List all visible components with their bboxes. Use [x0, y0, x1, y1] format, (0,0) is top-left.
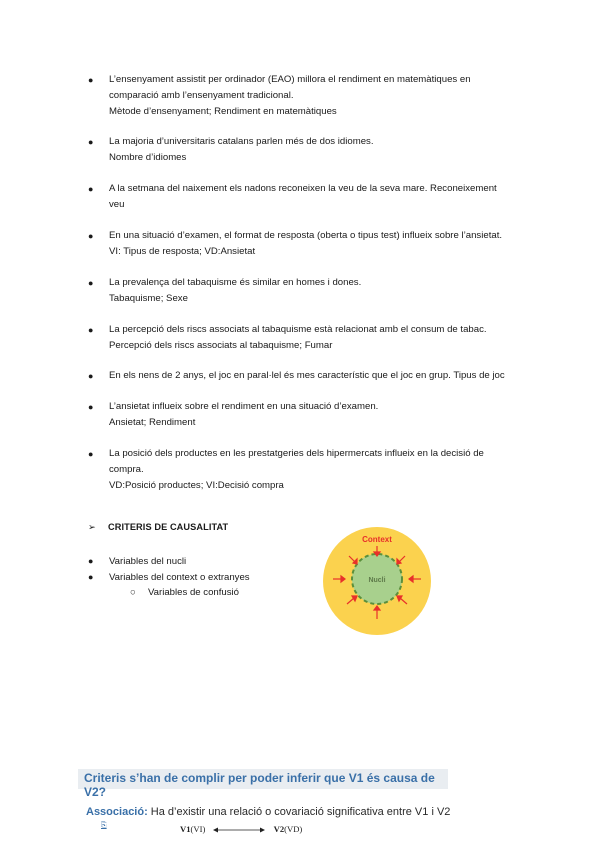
list-item: [88, 399, 528, 431]
bullet-icon: ●: [88, 449, 94, 459]
list-item: [88, 275, 528, 307]
bullet-icon: ●: [88, 137, 94, 147]
sub-list-item: [130, 585, 239, 601]
bullet-icon: ●: [88, 556, 94, 566]
list-item: [88, 446, 528, 494]
item-text: Variables del context o extranyes: [109, 572, 250, 583]
context-nucli-diagram: [313, 526, 441, 636]
item-text: Variables de confusió: [148, 587, 240, 598]
item-variables: VI: Tipus de resposta; VD:Ansietat: [109, 246, 256, 257]
associacio-line: [86, 806, 450, 818]
item-variables: Tabaquisme; Sexe: [109, 293, 188, 304]
list-item: [88, 72, 528, 120]
item-text: Variables del nucli: [109, 556, 187, 567]
item-variables: Ansietat; Rendiment: [109, 417, 196, 428]
paste-options-icon[interactable]: ⎘: [101, 822, 107, 829]
list-item: [88, 322, 528, 354]
bullet-icon: ●: [88, 325, 94, 335]
bullet-icon: ●: [88, 402, 94, 412]
banner-title: Criteris s’han de complir per poder inferir que V1 és causa de V2?: [84, 771, 435, 799]
item-text: A la setmana del naixement els nadons reconeixen la veu de la seva mare. Reconeixement: [109, 183, 497, 194]
list-item: [88, 181, 528, 213]
item-variables: Nombre d’idiomes: [109, 152, 187, 163]
list-item: [88, 368, 528, 384]
v2-paren: (VD): [284, 824, 303, 834]
list-item: [88, 228, 528, 260]
section-heading: [88, 522, 228, 533]
bullet-icon: ●: [88, 371, 94, 381]
item-variables: Percepció dels riscs associats al tabaquisme; Fumar: [109, 340, 333, 351]
circle-bullet-icon: ○: [130, 587, 136, 598]
item-text: La percepció dels riscs associats al tabaquisme està relacionat amb el consum de tabac.: [109, 324, 487, 335]
list-item: [88, 134, 528, 166]
bullet-icon: ●: [88, 184, 94, 194]
arrowhead-bullet-icon: ➢: [88, 522, 96, 532]
section-heading-text: CRITERIS DE CAUSALITAT: [108, 522, 229, 532]
v1-label: V1: [180, 824, 191, 834]
bullet-icon: ●: [88, 75, 94, 85]
item-text: La prevalença del tabaquisme és similar en homes i dones.: [109, 277, 362, 288]
bullet-icon: ●: [88, 231, 94, 241]
item-variables: VD:Posició productes; VI:Decisió compra: [109, 480, 284, 491]
v2-label: V2: [273, 824, 285, 834]
item-variables: Mètode d’ensenyament; Rendiment en matemàtiques: [109, 106, 337, 117]
list-item: [88, 569, 250, 586]
variable-relation: [180, 824, 302, 834]
associacio-text: Ha d’existir una relació o covariació significativa entre V1 i V2: [147, 806, 451, 818]
section-banner: [78, 769, 448, 799]
list-item: [88, 553, 186, 570]
item-text: En els nens de 2 anys, el joc en paral·lel és mes característic que el joc en grup. Tipus de joc: [109, 370, 505, 381]
bullet-icon: ●: [88, 278, 94, 288]
item-text: L’ansietat influeix sobre el rendiment en una situació d’examen.: [109, 401, 379, 412]
item-text: comparació amb l’ensenyament tradicional.: [109, 90, 294, 101]
item-text: En una situació d’examen, el format de resposta (oberta o tipus test) influeix sobre l’ansietat.: [109, 230, 503, 241]
bullet-icon: ●: [88, 572, 94, 582]
item-text: compra.: [109, 464, 144, 475]
context-label: Context: [362, 535, 392, 544]
associacio-label: Associació:: [86, 806, 148, 818]
item-text: L’ensenyament assistit per ordinador (EAO) millora el rendiment en matemàtiques en: [109, 74, 471, 85]
double-arrow-icon: [213, 826, 265, 834]
v1-paren: (VI): [190, 824, 206, 834]
nucli-label: Nucli: [368, 577, 386, 584]
item-text: La posició dels productes en les prestatgeries dels hipermercats influeix en la decisió de: [109, 448, 484, 459]
item-text: La majoria d’universitaris catalans parlen més de dos idiomes.: [109, 136, 374, 147]
item-text: veu: [109, 199, 125, 210]
